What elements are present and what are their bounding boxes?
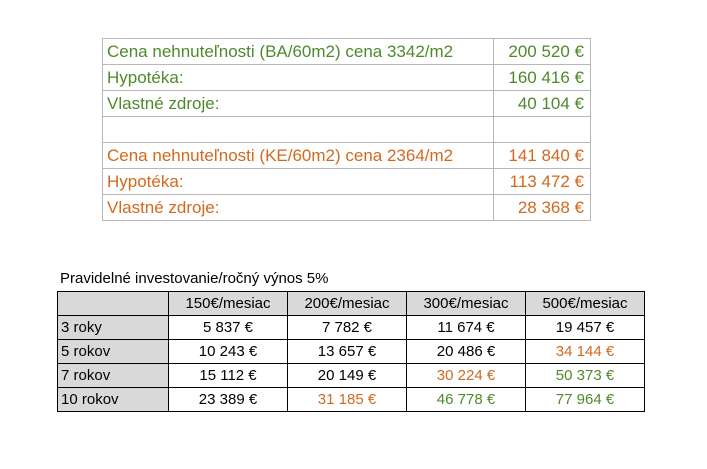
table-cell: 15 112 € (169, 364, 288, 388)
ba-mortgage-label: Hypotéka: (103, 65, 494, 91)
table-cell: 13 657 € (288, 340, 407, 364)
ke-own-funds-label: Vlastné zdroje: (103, 195, 494, 221)
ke-own-funds-value: 28 368 € (494, 195, 591, 221)
row-header: 5 rokov (58, 340, 169, 364)
column-header: 200€/mesiac (288, 292, 407, 316)
investing-table (57, 291, 645, 412)
ba-own-funds-value: 40 104 € (494, 91, 591, 117)
column-header: 500€/mesiac (526, 292, 645, 316)
table-cell: 10 243 € (169, 340, 288, 364)
ba-price-value: 200 520 € (494, 39, 591, 65)
table-cell: 19 457 € (526, 316, 645, 340)
table-cell: 31 185 € (288, 388, 407, 412)
ba-mortgage-row (103, 65, 591, 91)
ke-own-funds-row (103, 195, 591, 221)
ba-own-funds-row (103, 91, 591, 117)
table-cell: 7 782 € (288, 316, 407, 340)
row-header: 10 rokov (58, 388, 169, 412)
ke-mortgage-value: 113 472 € (494, 169, 591, 195)
ba-own-funds-label: Vlastné zdroje: (103, 91, 494, 117)
table-cell: 34 144 € (526, 340, 645, 364)
table-row (58, 340, 645, 364)
table-cell: 77 964 € (526, 388, 645, 412)
table-cell: 23 389 € (169, 388, 288, 412)
ke-price-value: 141 840 € (494, 143, 591, 169)
table-cell: 20 149 € (288, 364, 407, 388)
table-cell: 30 224 € (407, 364, 526, 388)
row-header: 7 rokov (58, 364, 169, 388)
investing-caption: Pravidelné investovanie/ročný výnos 5% (60, 270, 329, 287)
table-cell: 20 486 € (407, 340, 526, 364)
ke-price-label: Cena nehnuteľnosti (KE/60m2) cena 2364/m2 (103, 143, 494, 169)
ba-mortgage-value: 160 416 € (494, 65, 591, 91)
property-comparison-table (102, 38, 591, 221)
table-row (58, 316, 645, 340)
column-header: 300€/mesiac (407, 292, 526, 316)
investing-header-row (58, 292, 645, 316)
table-cell: 11 674 € (407, 316, 526, 340)
row-header: 3 roky (58, 316, 169, 340)
column-header: 150€/mesiac (169, 292, 288, 316)
table-row (58, 388, 645, 412)
ke-mortgage-label: Hypotéka: (103, 169, 494, 195)
ba-price-label: Cena nehnuteľnosti (BA/60m2) cena 3342/m2 (103, 39, 494, 65)
ke-mortgage-row (103, 169, 591, 195)
table-row (58, 364, 645, 388)
corner-cell (58, 292, 169, 316)
ke-price-row (103, 143, 591, 169)
table-cell: 46 778 € (407, 388, 526, 412)
table-cell: 5 837 € (169, 316, 288, 340)
table-cell: 50 373 € (526, 364, 645, 388)
ba-price-row (103, 39, 591, 65)
spacer-row (103, 117, 591, 143)
